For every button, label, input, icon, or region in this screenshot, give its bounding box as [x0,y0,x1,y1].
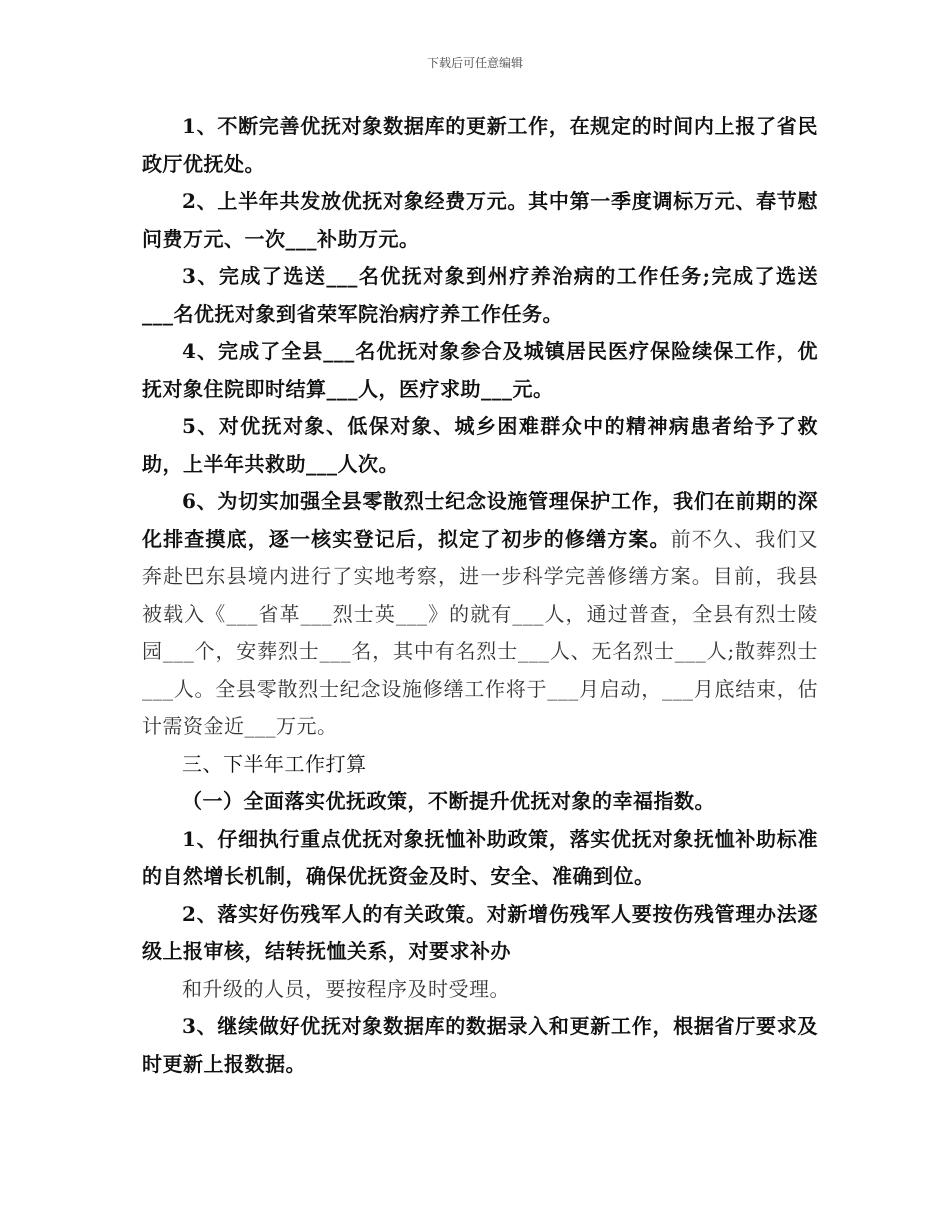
page-header-note: 下载后可任意编辑 [426,56,523,70]
plan-item-1: 1、仔细执行重点优抚对象抚恤补助政策，落实优抚对象抚恤补助标准的自然增长机制，确保优抚资金及时、安全、准确到位。 [142,826,818,888]
document-body [142,108,818,1083]
plan-item-2: 2、落实好伤残军人的有关政策。对新增伤残军人要按伤残管理办法逐级上报审核，结转抚恤关系，对要求补办 [142,901,818,963]
paragraph-6 [142,483,818,746]
paragraph-6-bold: 6、为切实加强全县零散烈士纪念设施管理保护工作，我们在前期的深化排查摸底，逐一核实登记后，拟定了初步的修缮方案。 [142,489,818,551]
plan-item-2-continuation: 和升级的人员，要按程序及时受理。 [182,976,510,1001]
paragraph-6-light: 前不久、我们又奔赴巴东县境内进行了实地考察，进一步科学完善修缮方案。目前，我县被载入《___省革___烈士英___》的就有___人，通过普查，全县有烈士陵园___个，安葬烈士___名，其中有名烈士___人、无名烈士___人;散葬烈士___人。全县零散烈士纪念设施修缮工作将于___月启动，___月底结束，估计需资金近___万元。 [142,526,819,738]
paragraph-3: 3、完成了选送___名优抚对象到州疗养治病的工作任务;完成了选送___名优抚对象到省荣军院治病疗养工作任务。 [142,264,818,326]
paragraph-2: 2、上半年共发放优抚对象经费万元。其中第一季度调标万元、春节慰问费万元、一次___补助万元。 [142,189,818,251]
paragraph-4: 4、完成了全县___名优抚对象参合及城镇居民医疗保险续保工作，优抚对象住院即时结算___人，医疗求助___元。 [142,339,818,401]
paragraph-1: 1、不断完善优抚对象数据库的更新工作，在规定的时间内上报了省民政厅优抚处。 [142,114,818,176]
paragraph-5: 5、对优抚对象、低保对象、城乡困难群众中的精神病患者给予了救助，上半年共救助___人次。 [142,414,818,476]
subsection-heading-1: （一）全面落实优抚政策，不断提升优抚对象的幸福指数。 [182,789,715,813]
section-heading-3: 三、下半年工作打算 [182,751,367,776]
plan-item-3: 3、继续做好优抚对象数据库的数据录入和更新工作，根据省厅要求及时更新上报数据。 [142,1014,818,1076]
